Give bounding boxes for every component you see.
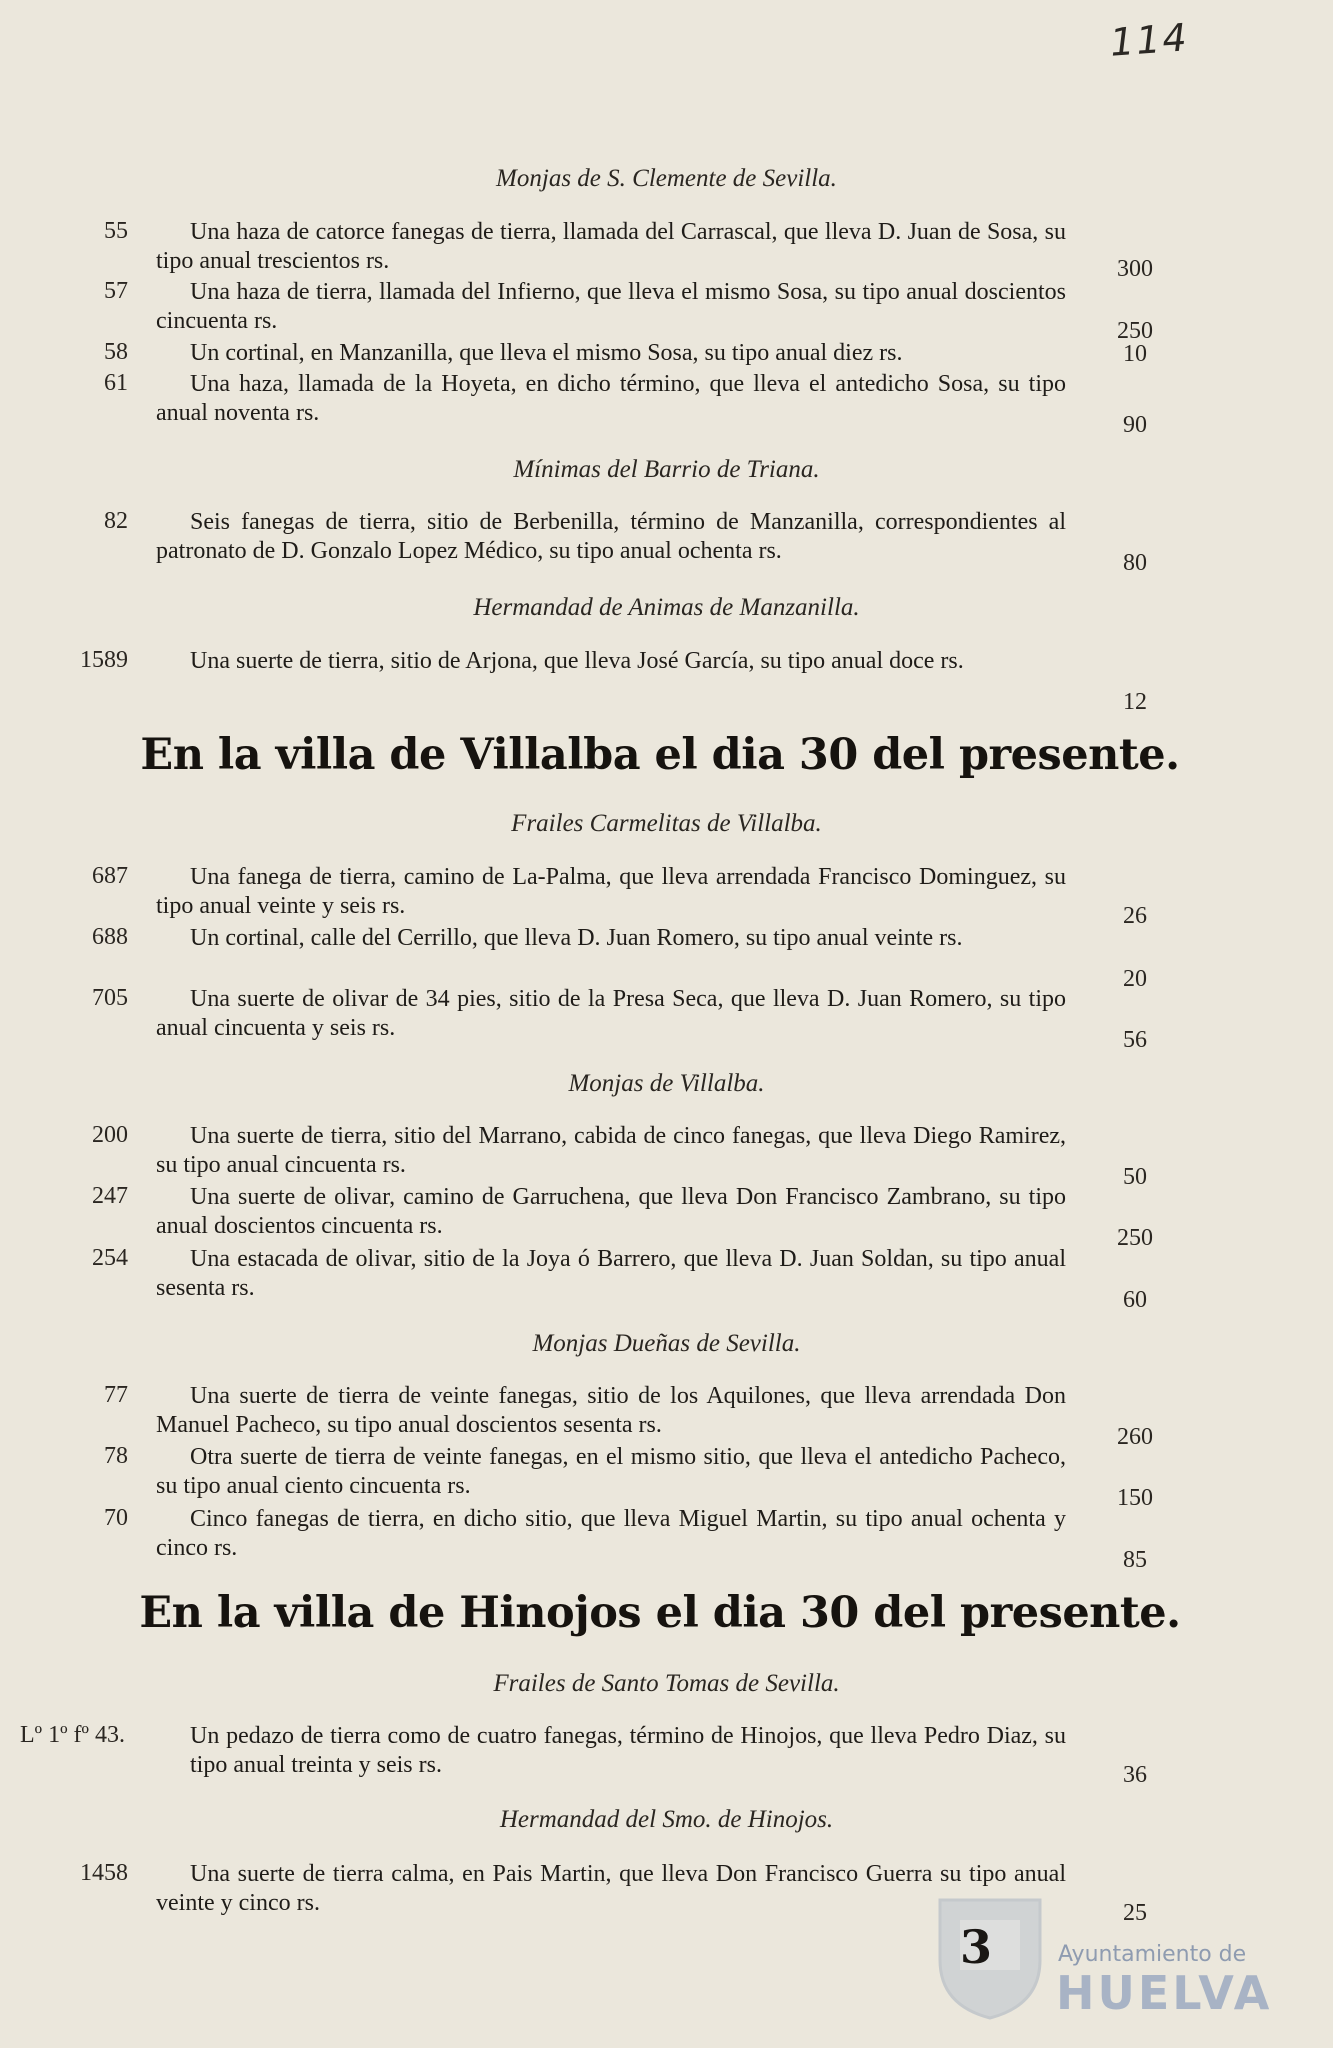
entry-text: Una suerte de tierra de veinte fanegas, sitio de los Aquilones, que lleva arrendada Don Manuel Pacheco, su tipo anual doscientos sesenta rs. — [156, 1383, 1066, 1438]
entry-number: Lº 1º fº 43. — [20, 1722, 125, 1748]
section-heading: Monjas de Villalba. — [568, 1070, 765, 1097]
folio-number: 114 — [1108, 15, 1190, 65]
entry-amount: 36 — [1123, 1762, 1147, 1788]
section-heading: Frailes Carmelitas de Villalba. — [511, 810, 822, 837]
entry-text: Un pedazo de tierra como de cuatro fanegas, término de Hinojos, que lleva Pedro Diaz, su tipo anual treinta y seis rs. — [190, 1723, 1066, 1778]
entry-number: 77 — [104, 1382, 128, 1408]
entry-amount: 150 — [1117, 1485, 1153, 1511]
entry-amount: 300 — [1117, 256, 1153, 282]
entry-amount: 60 — [1123, 1287, 1147, 1313]
section-heading: Monjas de S. Clemente de Sevilla. — [496, 165, 837, 192]
entry-amount: 25 — [1123, 1900, 1147, 1926]
entry-text: Un cortinal, en Manzanilla, que lleva el mismo Sosa, su tipo anual diez rs. — [190, 340, 903, 366]
entry-text: Una suerte de tierra, sitio de Arjona, que lleva José García, su tipo anual doce rs. — [190, 648, 964, 674]
entry-number: 57 — [104, 278, 128, 304]
entry-amount: 50 — [1123, 1164, 1147, 1190]
entry-number: 55 — [104, 218, 128, 244]
entry-number: 78 — [104, 1443, 128, 1469]
entry-number: 82 — [104, 508, 128, 534]
entry-text: Cinco fanegas de tierra, en dicho sitio, que lleva Miguel Martin, su tipo anual ochenta y cinco rs. — [156, 1506, 1066, 1561]
entry-text: Otra suerte de tierra de veinte fanegas, en el mismo sitio, que lleva el antedicho Pacheco, su tipo anual ciento cincuenta rs. — [156, 1444, 1066, 1499]
entry-text: Un cortinal, calle del Cerrillo, que lleva D. Juan Romero, su tipo anual veinte rs. — [190, 925, 963, 951]
entry-text: Una suerte de tierra calma, en Pais Martin, que lleva Don Francisco Guerra su tipo anual veinte y cinco rs. — [156, 1861, 1066, 1916]
entry-number: 61 — [104, 370, 128, 396]
entry-amount: 20 — [1123, 966, 1147, 992]
entry-text: Una suerte de tierra, sitio del Marrano, cabida de cinco fanegas, que lleva Diego Ramirez, su tipo anual cincuenta rs. — [156, 1123, 1066, 1178]
entry-number: 70 — [104, 1505, 128, 1531]
entry-amount: 250 — [1117, 318, 1153, 344]
town-heading: En la villa de Villalba el dia 30 del presente. — [140, 730, 1180, 780]
entry-amount: 80 — [1123, 550, 1147, 576]
entry-amount: 12 — [1123, 689, 1147, 715]
section-heading: Frailes de Santo Tomas de Sevilla. — [493, 1670, 840, 1697]
town-heading: En la villa de Hinojos el dia 30 del presente. — [139, 1588, 1181, 1638]
entry-amount: 26 — [1123, 903, 1147, 929]
signature-mark: 3 — [960, 1920, 993, 1974]
section-heading: Monjas Dueñas de Sevilla. — [532, 1330, 801, 1357]
entry-number: 58 — [104, 339, 128, 365]
entry-number: 254 — [92, 1245, 128, 1271]
watermark-line2: HUELVA — [1056, 1966, 1273, 2020]
section-heading: Hermandad del Smo. de Hinojos. — [499, 1806, 834, 1833]
entry-number: 687 — [92, 863, 128, 889]
entry-number: 705 — [92, 985, 128, 1011]
section-heading: Mínimas del Barrio de Triana. — [513, 456, 820, 483]
entry-amount: 250 — [1117, 1225, 1153, 1251]
entry-text: Seis fanegas de tierra, sitio de Berbenilla, término de Manzanilla, correspondientes al patronato de D. Gonzalo Lopez Médico, su tipo anual ochenta rs. — [156, 509, 1066, 564]
entry-number: 688 — [92, 924, 128, 950]
entry-text: Una suerte de olivar de 34 pies, sitio de la Presa Seca, que lleva D. Juan Romero, su tipo anual cincuenta y seis rs. — [156, 986, 1066, 1041]
entry-amount: 56 — [1123, 1027, 1147, 1053]
entry-text: Una estacada de olivar, sitio de la Joya ó Barrero, que lleva D. Juan Soldan, su tipo anual sesenta rs. — [156, 1246, 1066, 1301]
entry-number: 247 — [92, 1183, 128, 1209]
entry-amount: 90 — [1123, 412, 1147, 438]
entry-text: Una fanega de tierra, camino de La-Palma, que lleva arrendada Francisco Dominguez, su tipo anual veinte y seis rs. — [156, 864, 1066, 919]
entry-amount: 10 — [1123, 341, 1147, 367]
entry-amount: 85 — [1123, 1547, 1147, 1573]
entry-text: Una haza, llamada de la Hoyeta, en dicho término, que lleva el antedicho Sosa, su tipo anual noventa rs. — [156, 371, 1066, 426]
entry-text: Una suerte de olivar, camino de Garruchena, que lleva Don Francisco Zambrano, su tipo anual doscientos cincuenta rs. — [156, 1184, 1066, 1239]
entry-number: 1589 — [80, 647, 128, 673]
watermark-line1: Ayuntamiento de — [1058, 1942, 1247, 1967]
entry-text: Una haza de catorce fanegas de tierra, llamada del Carrascal, que lleva D. Juan de Sosa, su tipo anual trescientos rs. — [156, 219, 1066, 274]
entry-number: 1458 — [80, 1860, 128, 1886]
entry-amount: 260 — [1117, 1424, 1153, 1450]
entry-text: Una haza de tierra, llamada del Infierno, que lleva el mismo Sosa, su tipo anual doscientos cincuenta rs. — [156, 279, 1066, 334]
section-heading: Hermandad de Animas de Manzanilla. — [473, 594, 860, 621]
entry-number: 200 — [92, 1122, 128, 1148]
